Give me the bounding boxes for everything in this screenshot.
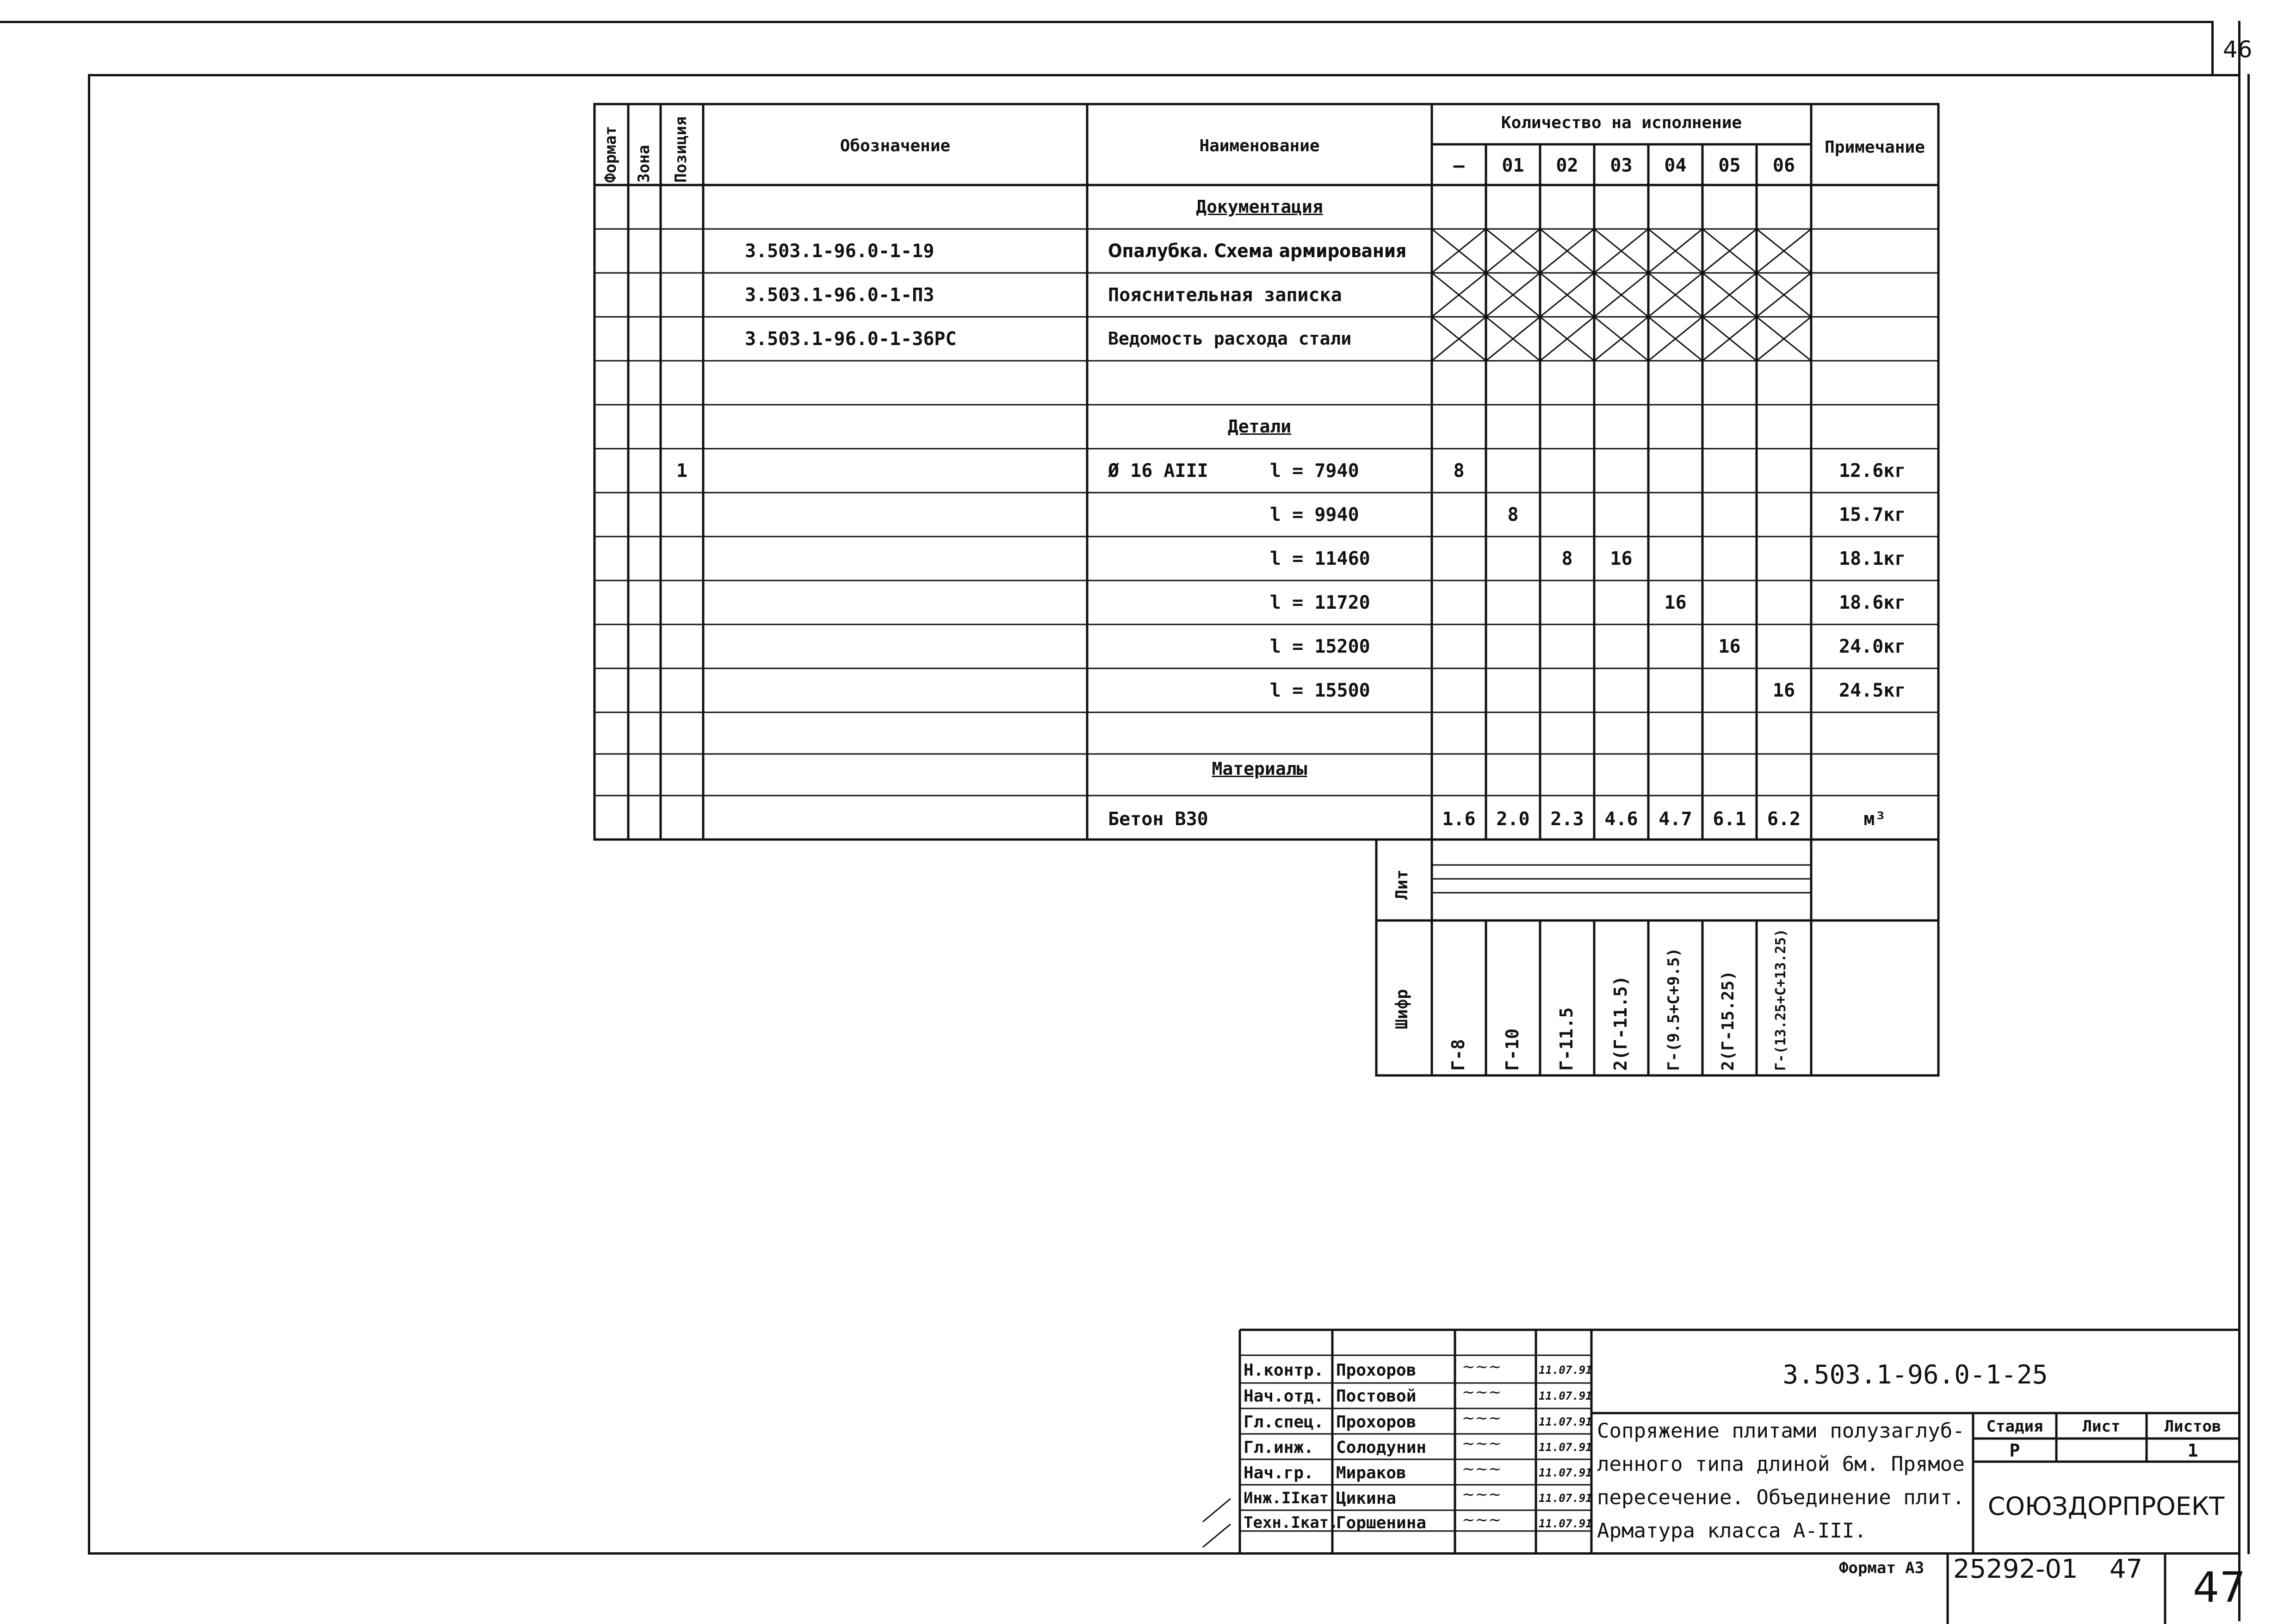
title-line: Арматура класса А-III. [1597, 1519, 1867, 1543]
detail-note: 24.0кг [1839, 636, 1906, 657]
detail-note: 24.5кг [1839, 680, 1906, 701]
organization-name: СОЮЗДОРПРОЕКТ [1987, 1492, 2225, 1521]
staff-role: Инж.IIкат [1244, 1489, 1329, 1507]
shifr-label: Шифр [1392, 989, 1411, 1029]
section-documentation: Документация [1196, 197, 1323, 217]
material-value: 6.2 [1767, 809, 1801, 830]
staff-name: Горшенина [1336, 1513, 1427, 1532]
staff-date: 11.07.91 [1539, 1389, 1592, 1402]
material-value: 2.3 [1550, 809, 1584, 830]
detail-qty: 8 [1507, 504, 1519, 525]
name-header: Наименование [1199, 136, 1320, 155]
detail-qty: 8 [1453, 460, 1465, 482]
designation-header: Обозначение [840, 136, 951, 155]
zone-header: Зона [635, 145, 653, 183]
sheets-label: Листов [2164, 1417, 2222, 1436]
shifr-value: Г-8 [1448, 1039, 1468, 1071]
variant-header: 05 [1718, 155, 1741, 176]
staff-date: 11.07.91 [1539, 1415, 1592, 1428]
stage-value: Р [2009, 1440, 2020, 1461]
staff-name: Цикина [1336, 1489, 1397, 1508]
title-line: пересечение. Объединение плит. [1597, 1486, 1965, 1509]
staff-role: Гл.инж. [1244, 1438, 1314, 1457]
note-header: Примечание [1825, 138, 1925, 157]
sheet-label: Лист [2082, 1417, 2121, 1436]
material-value: 4.7 [1659, 809, 1692, 830]
detail-length: l = 15500 [1270, 680, 1370, 701]
doc-name: Опалубка. Схема армирования [1108, 241, 1407, 262]
signature: ~~~ [1462, 1409, 1502, 1427]
detail-length: l = 11460 [1270, 548, 1370, 569]
stage-label: Стадия [1986, 1417, 2043, 1436]
material-value: 4.6 [1604, 809, 1638, 830]
material-value: 1.6 [1442, 809, 1476, 830]
title-line: ленного типа длиной 6м. Прямое [1597, 1452, 1965, 1476]
staff-name: Мираков [1336, 1463, 1406, 1482]
detail-note: 12.6кг [1839, 460, 1906, 482]
detail-note: 18.1кг [1839, 548, 1906, 569]
detail-qty: 16 [1718, 636, 1741, 657]
doc-designation: 3.503.1-96.0-1-19 [745, 241, 934, 262]
detail-note: 18.6кг [1839, 592, 1906, 613]
material-name: Бетон В30 [1108, 809, 1208, 830]
staff-role: Нач.гр. [1244, 1463, 1314, 1482]
staff-role: Техн.Iкат. [1244, 1513, 1338, 1532]
sheets-value: 1 [2187, 1440, 2198, 1461]
detail-qty: 16 [1772, 680, 1795, 701]
quantity-group-header: Количество на исполнение [1501, 113, 1742, 132]
format-header: Формат [601, 126, 620, 183]
variant-header: 02 [1556, 155, 1578, 176]
variant-header: 03 [1610, 155, 1633, 176]
shifr-value: 2(Г-15.25) [1719, 970, 1738, 1071]
doc-designation: 3.503.1-96.0-1-36РС [745, 328, 957, 350]
detail-qty: 16 [1610, 548, 1633, 569]
shifr-value: Г-10 [1502, 1028, 1522, 1071]
format-label: Формат А3 [1839, 1559, 1925, 1577]
staff-name: Постовой [1336, 1387, 1417, 1406]
staff-role: Нач.отд. [1244, 1387, 1324, 1406]
signature: ~~~ [1462, 1460, 1502, 1478]
staff-date: 11.07.91 [1539, 1441, 1592, 1454]
inventory-sheet: 47 [2110, 1554, 2143, 1584]
position-header: Позиция [672, 116, 690, 183]
staff-name: Прохоров [1336, 1413, 1417, 1432]
material-value: 2.0 [1496, 809, 1530, 830]
signature: ~~~ [1462, 1383, 1502, 1402]
doc-name: Пояснительная записка [1108, 284, 1342, 306]
material-value: 6.1 [1713, 809, 1746, 830]
lit-label: Лит [1392, 869, 1411, 900]
top-page-number: 46 [2223, 36, 2253, 63]
doc-designation: 3.503.1-96.0-1-ПЗ [745, 284, 934, 306]
variant-header: 06 [1772, 155, 1795, 176]
document-code: 3.503.1-96.0-1-25 [1782, 1360, 2048, 1390]
staff-role: Гл.спец. [1244, 1413, 1324, 1432]
staff-date: 11.07.91 [1539, 1466, 1592, 1479]
detail-note: 15.7кг [1839, 504, 1906, 525]
detail-position: 1 [676, 460, 688, 482]
staff-date: 11.07.91 [1539, 1517, 1592, 1530]
bottom-page-number: 47 [2193, 1563, 2246, 1612]
variant-header: 04 [1664, 155, 1687, 176]
shifr-value: Г-(9.5+С+9.5) [1665, 947, 1683, 1071]
signature: ~~~ [1462, 1511, 1502, 1529]
title-line: Сопряжение плитами полузаглуб- [1597, 1419, 1965, 1443]
inventory-number: 25292-01 [1953, 1554, 2078, 1584]
shifr-value: 2(Г-11.5) [1610, 976, 1631, 1071]
detail-length: l = 15200 [1270, 636, 1370, 657]
detail-length: l = 9940 [1270, 504, 1359, 525]
staff-date: 11.07.91 [1539, 1492, 1592, 1505]
signature: ~~~ [1462, 1485, 1502, 1504]
shifr-value: Г-11.5 [1556, 1007, 1577, 1071]
detail-qty: 16 [1664, 592, 1687, 613]
material-unit: м³ [1863, 809, 1886, 830]
signature: ~~~ [1462, 1434, 1502, 1453]
signature: ~~~ [1462, 1358, 1502, 1376]
detail-name: Ø 16 АIII [1108, 460, 1208, 482]
doc-name: Ведомость расхода стали [1108, 328, 1352, 349]
detail-length: l = 7940 [1270, 460, 1359, 482]
variant-header: — [1453, 155, 1465, 176]
staff-role: Н.контр. [1244, 1361, 1324, 1380]
staff-name: Прохоров [1336, 1361, 1417, 1380]
detail-length: l = 11720 [1270, 592, 1370, 613]
shifr-value: Г-(13.25+С+13.25) [1773, 928, 1789, 1071]
variant-header: 01 [1502, 155, 1524, 176]
section-materials: Материалы [1212, 759, 1307, 779]
detail-qty: 8 [1561, 548, 1573, 569]
staff-name: Солодунин [1336, 1438, 1427, 1457]
staff-date: 11.07.91 [1539, 1364, 1592, 1377]
section-details: Детали [1227, 416, 1292, 437]
